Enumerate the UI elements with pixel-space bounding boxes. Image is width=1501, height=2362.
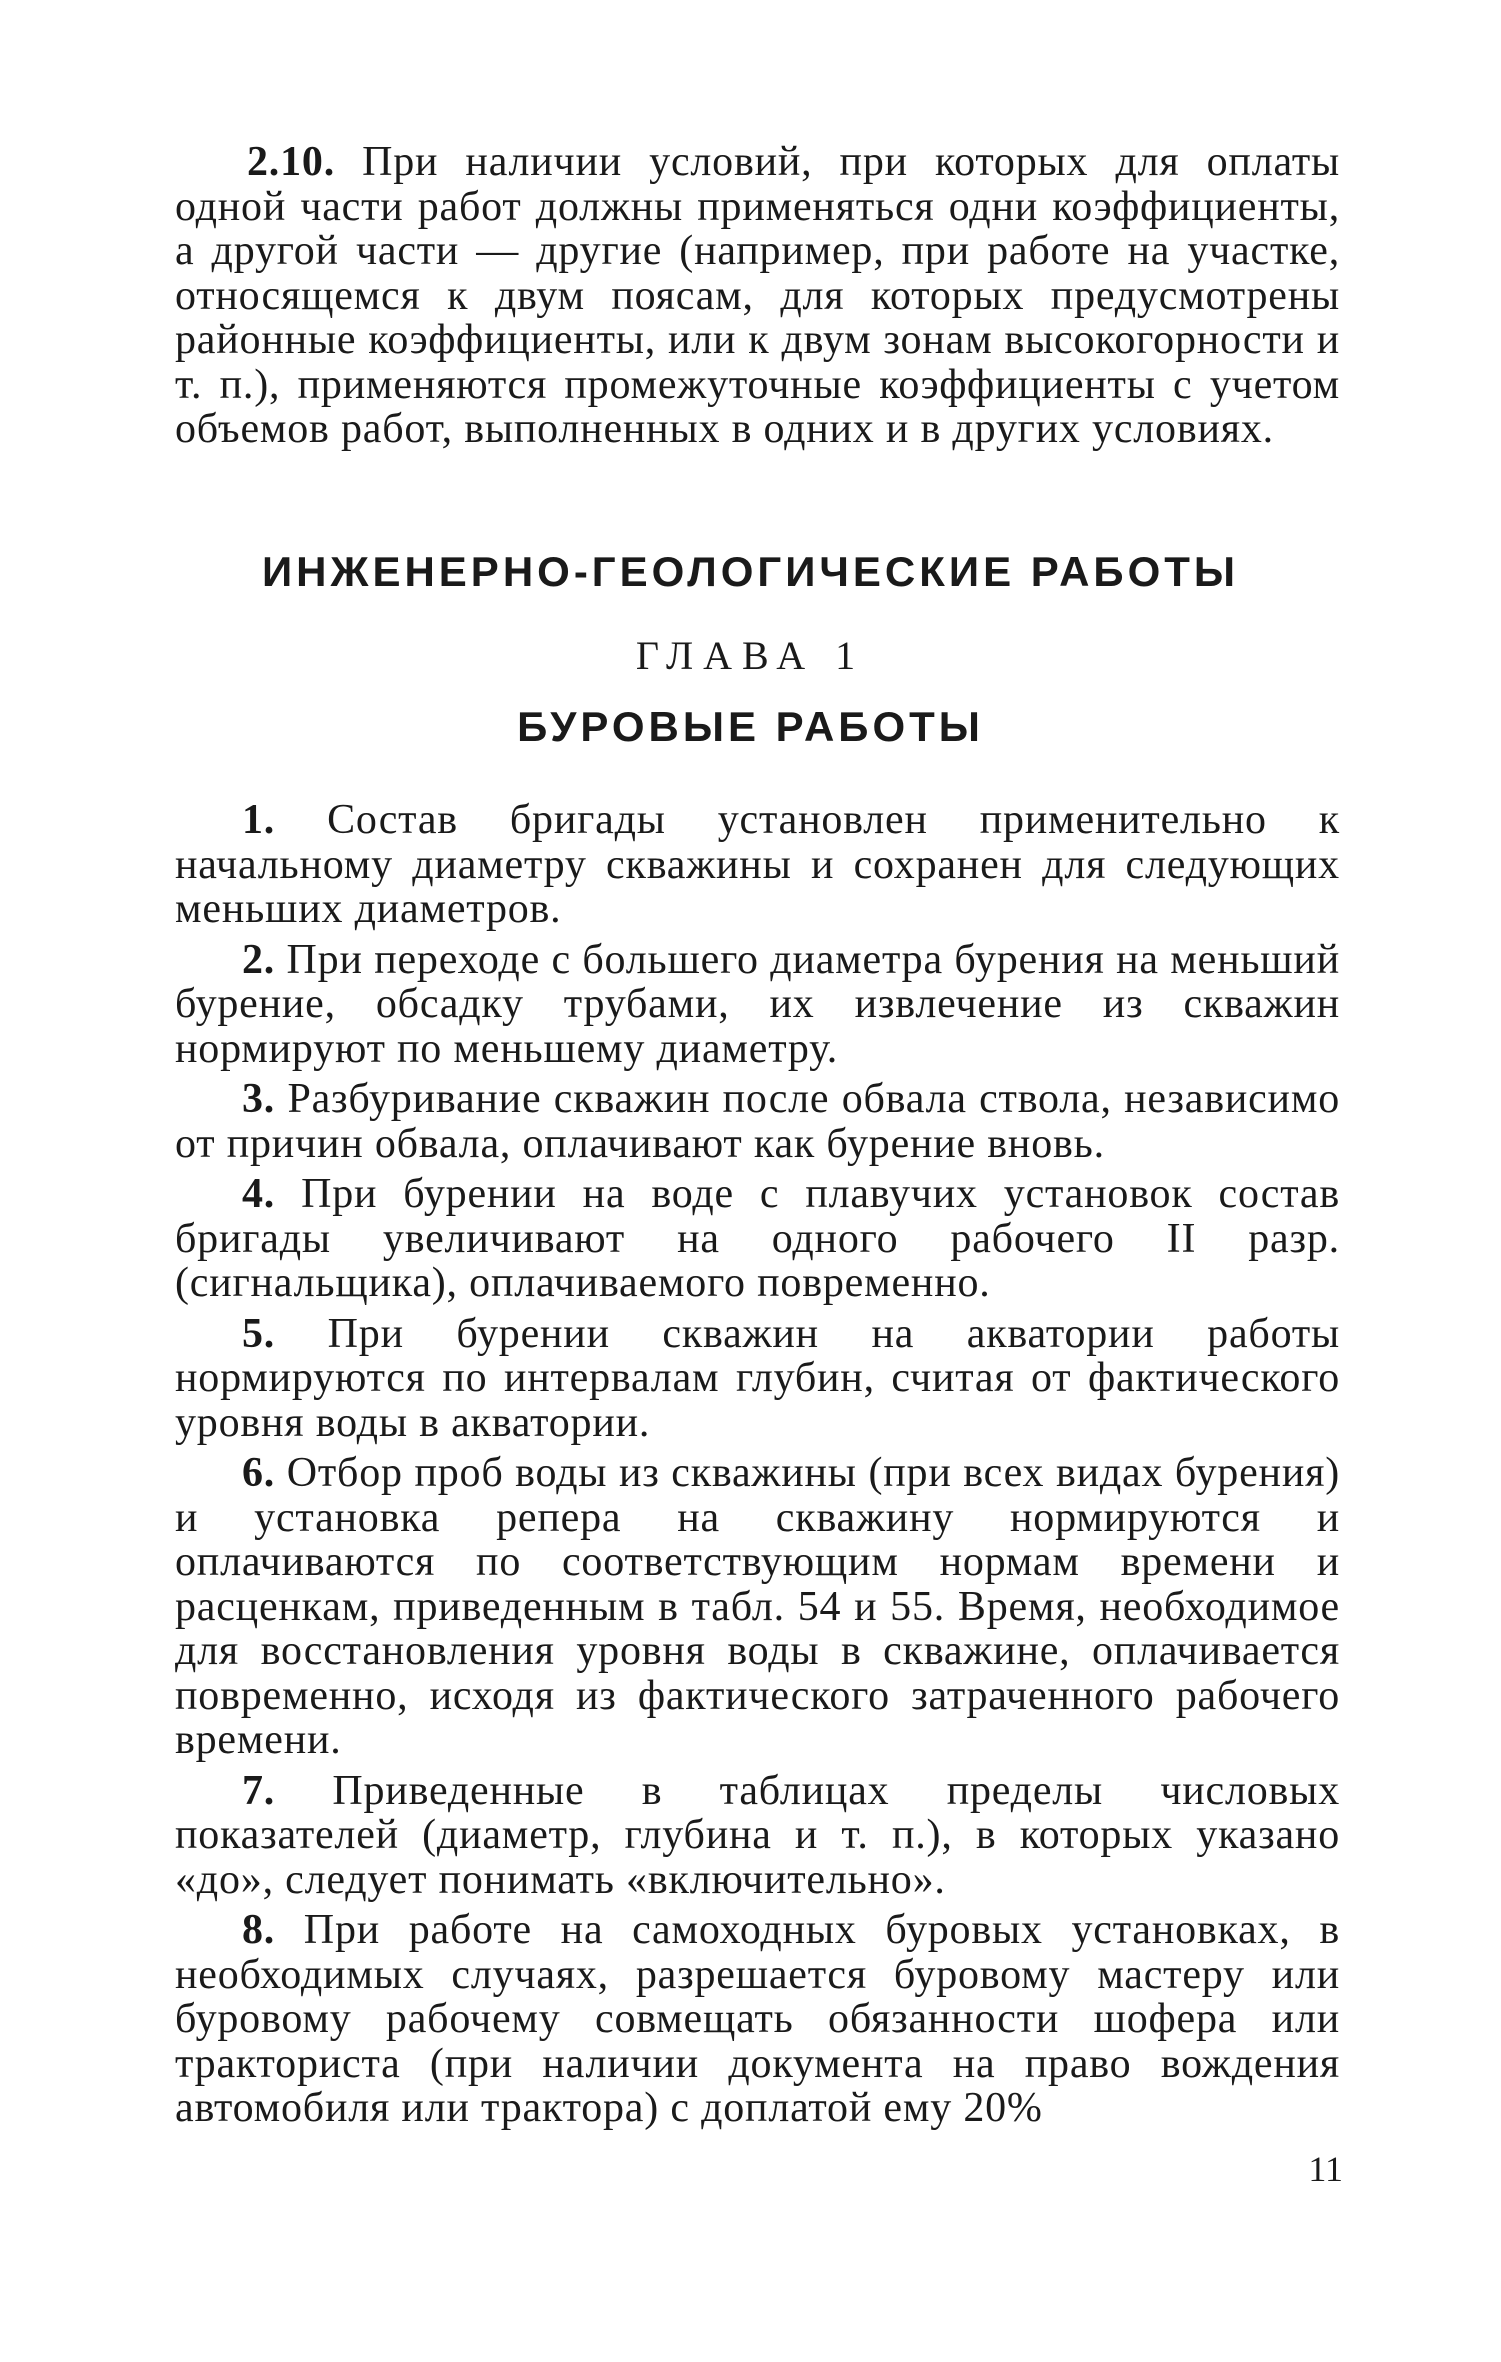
item-number: 4. [242, 1171, 276, 1217]
list-item [175, 798, 1340, 932]
item-text: При переходе с большего диаметра бурения на меньший бурение, обсадку трубами, их извлечение из скважин нормируют по меньшему диаметру. [175, 936, 1340, 1072]
list-item [175, 1908, 1340, 2131]
section-title: ИНЖЕНЕРНО-ГЕОЛОГИЧЕСКИЕ РАБОТЫ [261, 548, 1240, 595]
intro-number: 2.10. [247, 139, 335, 185]
item-number: 3. [242, 1076, 276, 1122]
item-number: 5. [242, 1310, 276, 1357]
list-item [175, 1769, 1340, 1903]
item-text: При бурении скважин на акватории работы нормируются по интервалам глубин, считая от фактического уровня воды в акватории. [175, 1310, 1340, 1446]
rules-list [175, 798, 1340, 2137]
item-text: Приведенные в таблицах пределы числовых показателей (диаметр, глубина и т. п.), в которых указано «до», следует понимать «включительно». [175, 1767, 1340, 1903]
list-item [175, 1172, 1340, 1306]
list-item [175, 1451, 1340, 1763]
item-text: Состав бригады установлен применительно к начальному диаметру скважины и сохранен для следующих меньших диаметров. [175, 797, 1340, 932]
item-number: 7. [242, 1767, 276, 1814]
page-number: 11 [1308, 2149, 1343, 2189]
item-number: 1. [242, 797, 276, 843]
intro-paragraph [175, 140, 1340, 452]
item-number: 2. [242, 936, 276, 983]
item-number: 6. [242, 1450, 276, 1496]
list-item [175, 938, 1340, 1072]
intro-paragraph-block [175, 140, 1340, 452]
item-text: При бурении на воде с плавучих установок состав бригады увеличивают на одного рабочего II разр. (сигнальщика), оплачиваемого повременно. [175, 1171, 1340, 1306]
list-item [175, 1312, 1340, 1446]
chapter-label: ГЛАВА 1 [635, 633, 866, 678]
list-item [175, 1077, 1340, 1166]
item-number: 8. [242, 1907, 276, 1953]
chapter-title: БУРОВЫЕ РАБОТЫ [517, 703, 984, 750]
item-text: При работе на самоходных буровых установках, в необходимых случаях, разрешается буровому мастеру или буровому рабочему совмещать обязанности шофера или тракториста (при наличии документа на право вождения автомобиля или трактора) с доплатой ему 20% [175, 1907, 1340, 2131]
intro-text: При наличии условий, при которых для оплаты одной части работ должны применяться одни коэффициенты, а другой части — другие (например, при работе на участке, относящемся к двум поясам, для которых предусмотрены районные коэффициенты, или к двум зонам высокогорности и т. п.), применяются промежуточные коэффициенты с учетом объемов работ, выполненных в одних и в других условиях. [175, 139, 1340, 452]
item-text: Отбор проб воды из скважины (при всех видах бурения) и установка репера на скважину нормируются и оплачиваются по соответствующим нормам времени и расценкам, приведенным в табл. 54 и 55. Время, необходимое для восстановления уровня воды в скважине, оплачивается повременно, исходя из фактического затраченного рабочего времени. [175, 1450, 1340, 1763]
item-text: Разбуривание скважин после обвала ствола, независимо от причин обвала, оплачивают как бурение вновь. [175, 1076, 1340, 1167]
